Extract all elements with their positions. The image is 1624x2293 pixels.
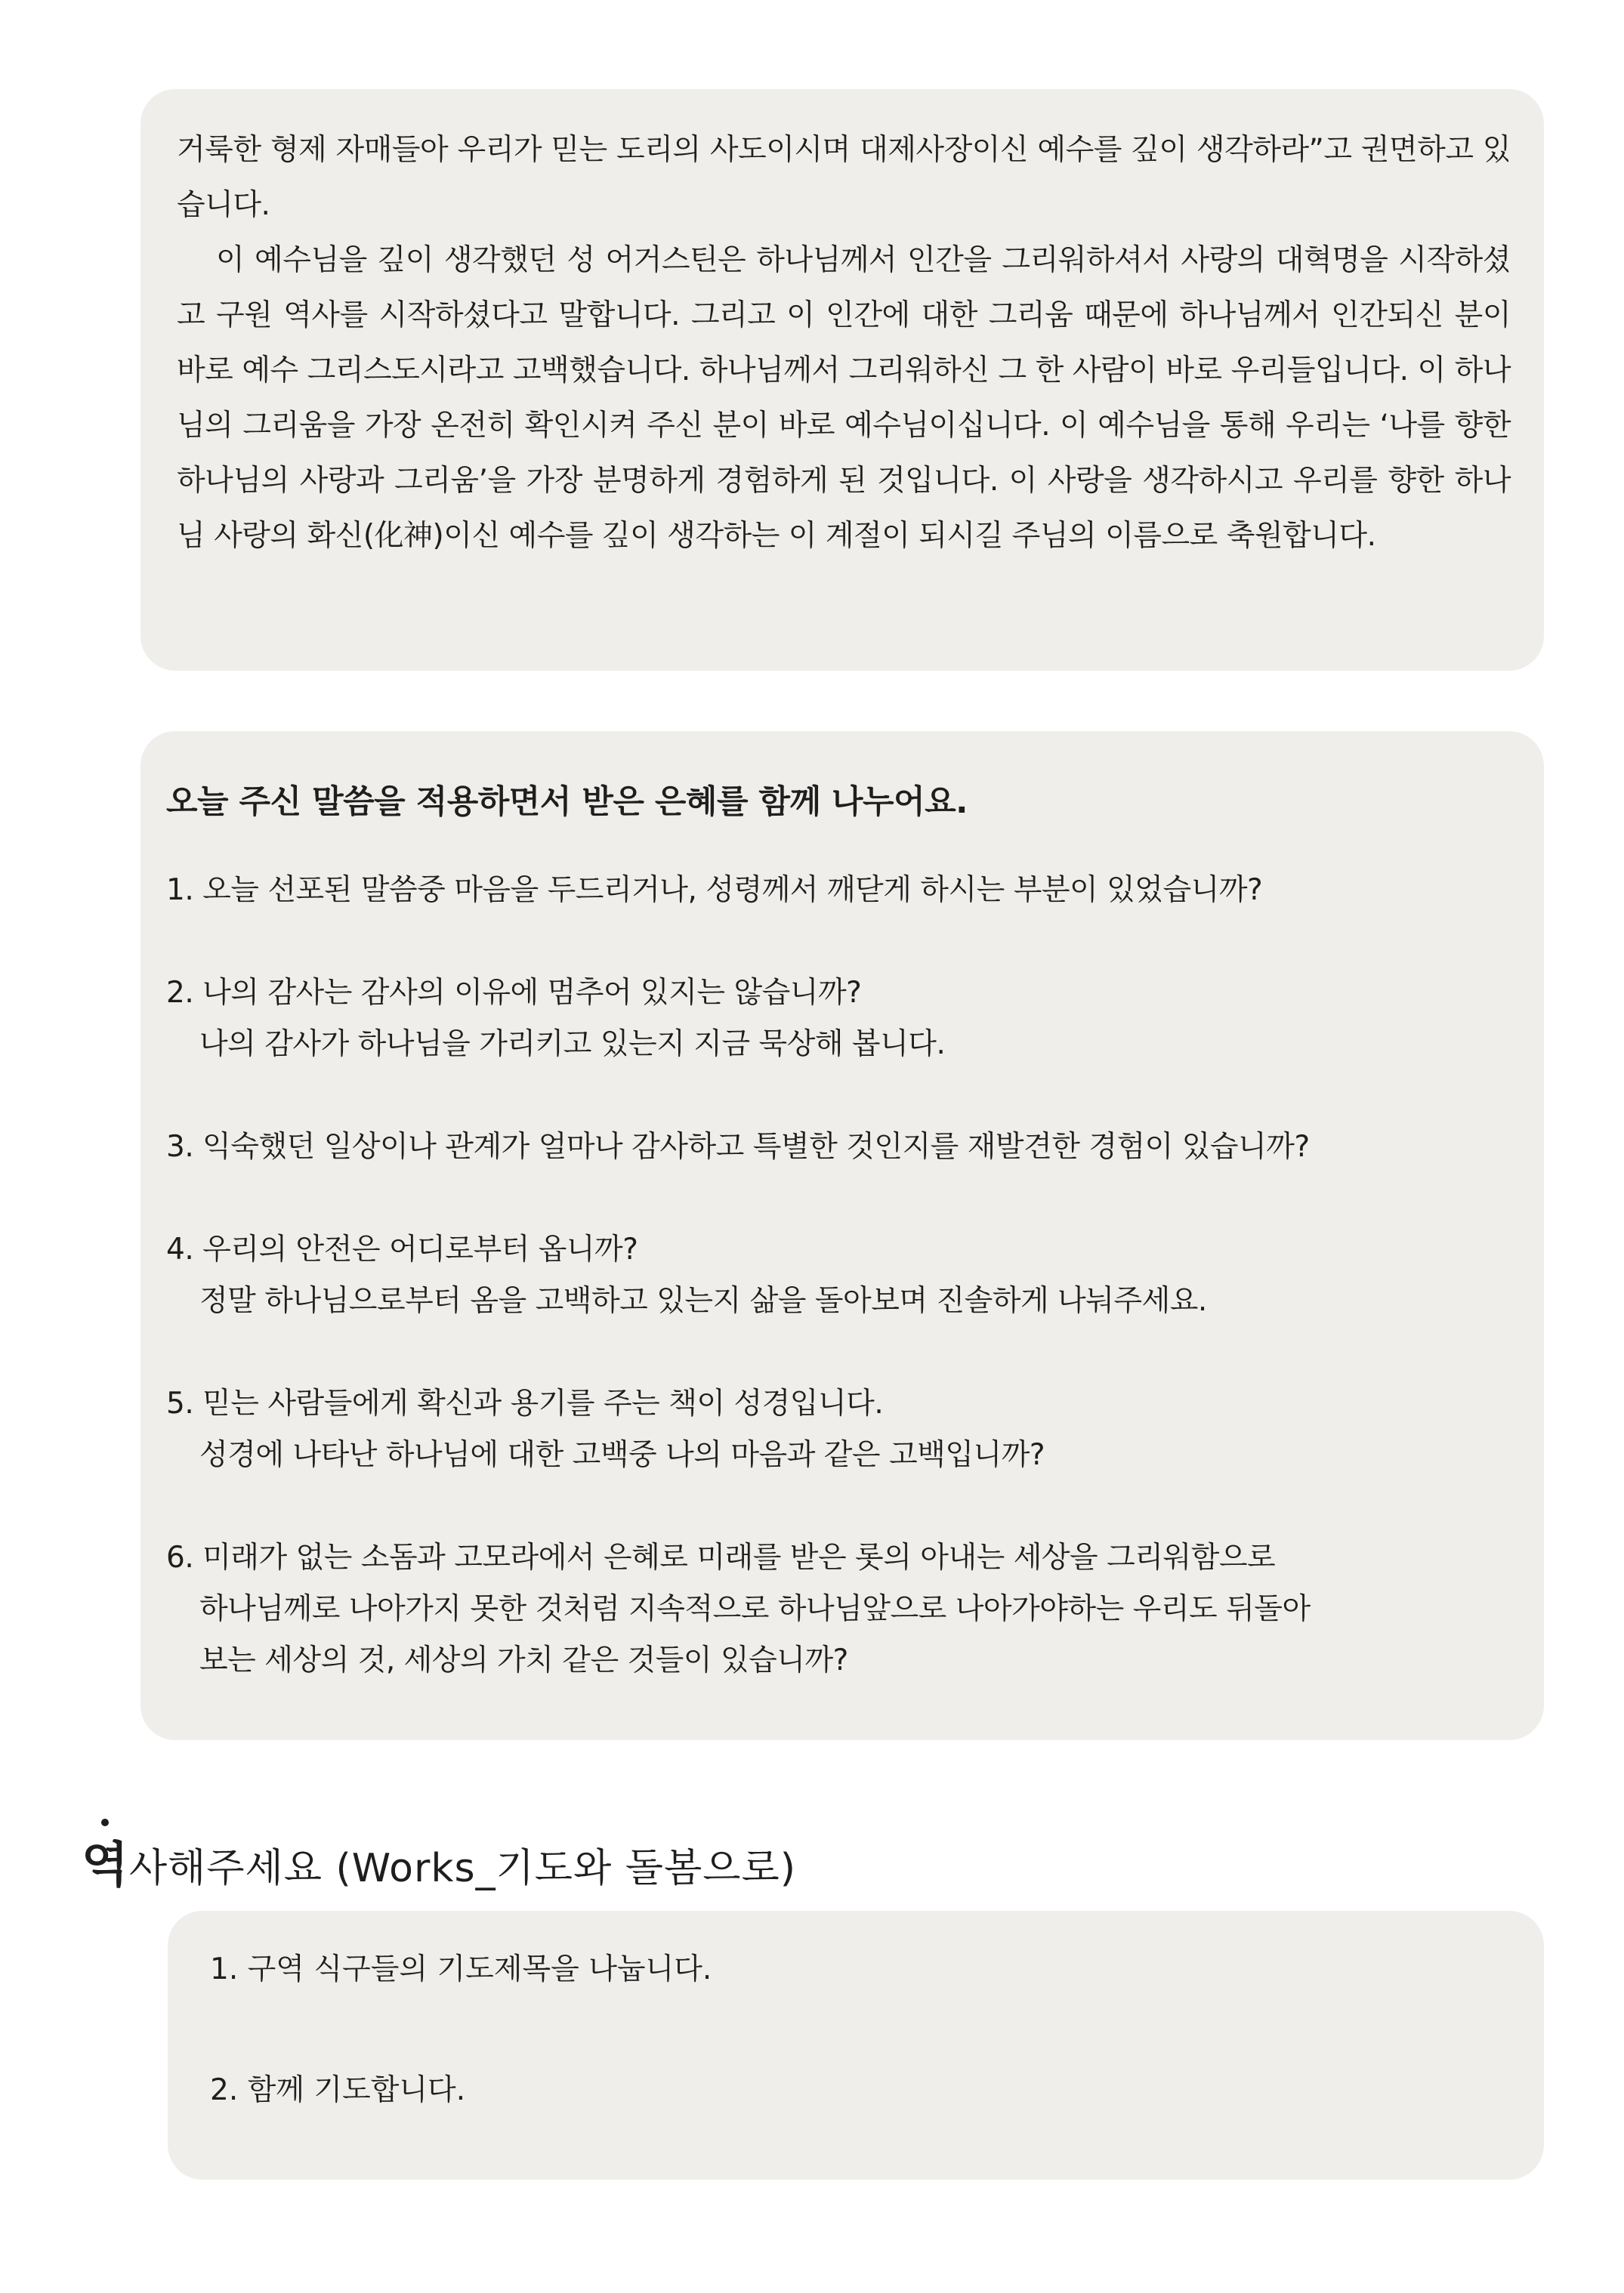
question-line: 4. 우리의 안전은 어디로부터 옵니까?: [166, 1233, 638, 1267]
works-heading-text: 사해주세요 (Works_기도와 돌봄으로): [128, 1846, 797, 1891]
sharing-title: 오늘 주신 말씀을 적용하면서 받은 은혜를 함께 나누어요.: [166, 783, 968, 821]
intro-paragraph-1: 거룩한 형제 자매들아 우리가 믿는 도리의 사도이시며 대제사장이신 예수를 깊이 생각하라”고 권면하고 있습니다.: [177, 133, 1511, 222]
question-item: [166, 968, 1511, 1070]
question-line: 정말 하나님으로부터 옴을 고백하고 있는지 삶을 돌아보며 진솔하게 나눠주세요.: [199, 1284, 1207, 1318]
prayer-item: 2. 함께 기도합니다.: [210, 2073, 466, 2107]
question-item: [166, 1122, 1511, 1173]
question-item: [166, 1224, 1511, 1327]
works-heading: [82, 1826, 797, 1893]
question-line: 2. 나의 감사는 감사의 이유에 멈추어 있지는 않습니까?: [166, 976, 862, 1010]
question-line: 3. 익숙했던 일상이나 관계가 얼마나 감사하고 특별한 것인지를 재발견한 경험이 있습니까?: [166, 1130, 1310, 1164]
intro-paragraph-2: 이 예수님을 깊이 생각했던 성 어거스틴은 하나님께서 인간을 그리워하셔서 사랑의 대혁명을 시작하셨고 구원 역사를 시작하셨다고 말합니다. 그리고 이 인간에 대한 그리움 때문에 하나님께서 인간되신 분이 바로 예수 그리스도시라고 고백했습니다. 하나님께서 그리워하신 그 한 사람이 바로 우리들입니다. 이 하나님의 그리움을 가장 온전히 확인시켜 주신 분이 바로 예수님이십니다. 이 예수님을 통해 우리는 ‘나를 향한 하나님의 사랑과 그리움’을 가장 분명하게 경험하게 된 것입니다. 이 사랑을 생각하시고 우리를 향한 하나님 사랑의 화신(化神)이신 예수를 깊이 생각하는 이 계절이 되시길 주님의 이름으로 축원합니다.: [177, 243, 1511, 553]
question-line: 1. 오늘 선포된 말씀중 마음을 두드리거나, 성령께서 깨닫게 하시는 부분이 있었습니까?: [166, 873, 1263, 907]
question-line: 보는 세상의 것, 세상의 가치 같은 것들이 있습니까?: [199, 1643, 848, 1677]
question-line: 성경에 나타난 하나님에 대한 고백중 나의 마음과 같은 고백입니까?: [199, 1438, 1045, 1472]
question-item: [166, 865, 1511, 916]
question-line: 5. 믿는 사람들에게 확신과 용기를 주는 책이 성경입니다.: [166, 1387, 884, 1421]
intro-box: [140, 89, 1544, 671]
works-box: [168, 1911, 1544, 2180]
question-item: [166, 1378, 1511, 1481]
sharing-box: [140, 731, 1544, 1740]
heading-dot-mark: [101, 1819, 109, 1826]
question-list: [166, 865, 1511, 1687]
question-item: [166, 1532, 1511, 1687]
question-line: 6. 미래가 없는 소돔과 고모라에서 은혜로 미래를 받은 롯의 아내는 세상을 그리워함으로: [166, 1541, 1276, 1575]
works-heading-first-char: 역: [82, 1838, 129, 1893]
prayer-list: [210, 1944, 1511, 2116]
prayer-item: 1. 구역 식구들의 기도제목을 나눕니다.: [210, 1952, 712, 1986]
question-line: 하나님께로 나아가지 못한 것처럼 지속적으로 하나님앞으로 나아가야하는 우리도 뒤돌아: [199, 1592, 1311, 1626]
question-line: 나의 감사가 하나님을 가리키고 있는지 지금 묵상해 봅니다.: [199, 1027, 946, 1061]
